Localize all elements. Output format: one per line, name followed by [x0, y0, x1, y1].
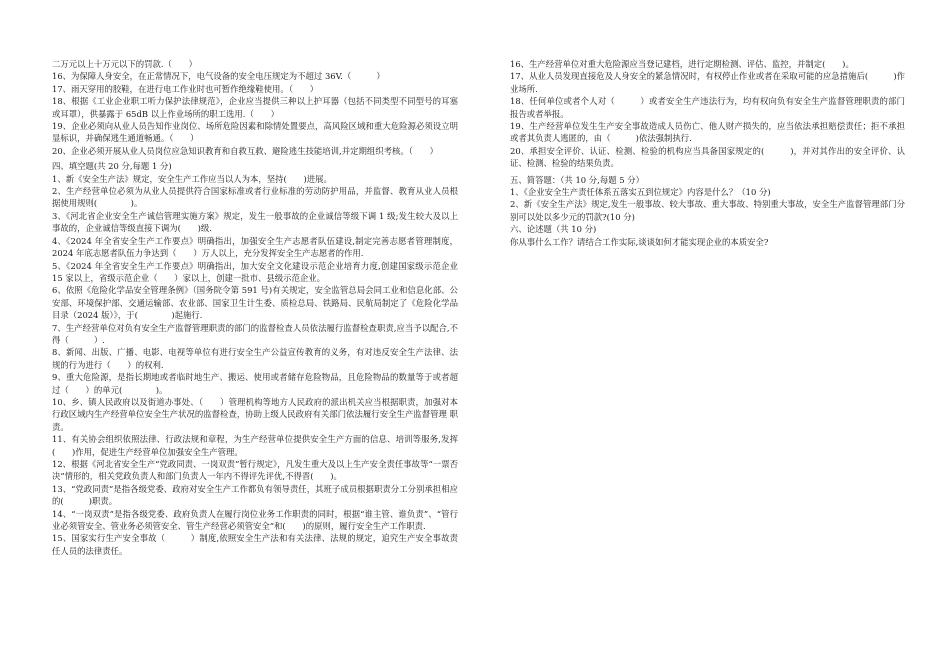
question-line: 5、《2024 年全省安全生产工作要点》明确指出，加大安全文化建设示范企业培育力度,创建国家级示范企业 15 家以上，省级示范企业（ ）家以上，创建一批市、县级示范企业。 — [52, 260, 458, 283]
question-line: 8、新闻、出版、广播、电影、电视等单位有进行安全生产公益宣传教育的义务，有对违反安全生产法律、法规的行为进行（ ）的权利. — [52, 347, 458, 370]
question-line: 7、生产经营单位对负有安全生产监督管理职责的部门的监督检查人员依法履行监督检查职责,应当予以配合,不得（ ）. — [52, 322, 458, 345]
question-line: 9、重大危险源，是指长期地或者临时地生产、搬运、使用或者储存危险物品，且危险物品的数量等于或者超过（ ）的单元( )。 — [52, 372, 458, 395]
question-line: 你从事什么工作？请结合工作实际,谈谈如何才能实现企业的本质安全? — [510, 236, 769, 247]
question-line: 3、《河北省企业安全生产诚信管理实施方案》规定，发生一般事故的企业诚信等级下调 1 级;发生较大及以上事故的，企业诚信等级直接下调为( )级. — [52, 210, 458, 234]
question-line: 20、承担安全评价、认证、检测、检验的机构应当具备国家规定的( )，并对其作出的安全评价、认证、检测、检验的结果负责。 — [510, 145, 905, 169]
question-line: 2、新《安全生产法》规定,发生一般事故、较大事故、重大事故、特别重大事故，安全生产监督管理部门分别可以处以多少元的罚款?(10 分) — [510, 199, 905, 222]
question-line: 18、任何单位或者个人对（ ）或者安全生产违法行为，均有权向负有安全生产监督管理职责的部门报告或者举报。 — [510, 96, 905, 119]
question-line: 20、企业必须开展从业人员岗位应急知识教育和自救互救、避险逃生技能培训,并定期组织考核。（ ） — [52, 145, 438, 156]
section-heading-essay: 六、论述题（共 10 分) — [510, 224, 597, 235]
right-column — [510, 58, 905, 248]
question-line: 11、有关协会组织依照法律、行政法规和章程，为生产经营单位提供安全生产方面的信息、培训等服务,发挥( )作用，促进生产经营单位加强安全生产管理。 — [52, 434, 458, 457]
question-line: 16、生产经营单位对重大危险源应当登记建档，进行定期检测、评估、监控，并制定( )。 — [510, 59, 854, 69]
question-line: 二万元以上十万元以下的罚款.（ ） — [52, 59, 198, 69]
question-line: 10、乡、镇人民政府以及街道办事处、（ ）管理机构等地方人民政府的派出机关应当根据职责，加强对本行政区域内生产经营单位安全生产状况的监督检查，协助上级人民政府有关部门依法履行安全生产监督管理 职责。 — [52, 396, 458, 432]
question-line: 1、新《安全生产法》规定，安全生产工作应当以人为本，坚持( )进展。 — [52, 173, 332, 184]
question-line: 2、生产经营单位必须为从业人员提供符合国家标准或者行业标准的劳动防护用品，并监督、教育从业人员根据使用规则( )。 — [52, 186, 458, 209]
question-line: 12、根据《河北省安全生产“党政同责、一岗双责”暂行规定》，凡发生重大及以上生产安全责任事故等“一票否决”情形的，相关党政负责人和部门负责人一年内不得评先评优,不得晋( )。 — [52, 459, 458, 482]
section-heading-fill-in: 四、填空题(共 20 分,每题 1 分) — [52, 161, 172, 172]
question-line: 13、“党政同责”是指各级党委、政府对安全生产工作都负有领导责任，其班子成员根据职责分工分别承担相应的( )职责。 — [52, 483, 458, 507]
question-line: 19、生产经营单位发生生产安全事故造成人员伤亡、他人财产损失的，应当依法承担赔偿责任；拒不承担或者其负责人逃匿的，由（ )依法强制执行. — [510, 121, 905, 144]
question-line: 18、根据《工业企业职工听力保护法律规范》，企业应当提供三种以上护耳器（包括不同类型不同型号的耳塞或耳罩），供暴露于 65dB 以上作业场所的职工选用.（ ） — [52, 96, 458, 119]
question-line: 19、企业必须向从业人员告知作业岗位、场所危险因素和除情处置要点，高风险区域和重大危险源必须设立明显标识，并确保逃生通道畅通。（ ） — [52, 121, 458, 144]
section-heading-short-answer: 五、简答题：（共 10 分,每题 5 分） — [510, 174, 644, 185]
question-line: 1、《企业安全生产责任体系五落实五到位规定》内容是什么？（10 分) — [510, 187, 771, 198]
question-line: 4、《2024 年全省安全生产工作要点》明确指出，加强安全生产志愿者队伍建设,制定完善志愿者管理制度，2024 年底志愿者队伍力争达到（ ）万人以上，充分发挥安全生产志愿者的作用. — [52, 235, 458, 259]
left-column — [52, 58, 458, 557]
question-line: 17、雨天穿用的胶鞋，在进行电工作业时也可暂作绝缘鞋使用。（ ） — [52, 83, 319, 94]
question-line: 6、依照《危险化学品安全管理条例》（国务院令第 591 号)有关规定，安全监管总局会同工业和信息化部、公安部、环境保护部、交通运输部、农业部、国家卫生计生委、质检总局、铁路局、民航局制定了《危险化学品目录（2024 版）》，于( )起施行. — [52, 285, 458, 321]
question-line: 16、为保障人身安全，在正常情况下，电气设备的安全电压规定为不超过 36V.（ ） — [52, 71, 385, 82]
question-line: 14、“一岗双责”是指各级党委、政府负责人在履行岗位业务工作职责的同时，根据“谁主管、谁负责”、“管行业必须管安全、管业务必须管安全、管生产经营必须管安全”和( )的原则，履行安全生产工作职责. — [52, 508, 458, 532]
question-line: 15、国家实行生产安全事故（ ）制度,依照安全生产法和有关法律、法规的规定，追究生产安全事故责任人员的法律责任。 — [52, 533, 458, 556]
question-line: 17、从业人员发现直接危及人身安全的紧急情况时，有权停止作业或者在采取可能的应急措施后( )作业场所. — [510, 71, 905, 94]
